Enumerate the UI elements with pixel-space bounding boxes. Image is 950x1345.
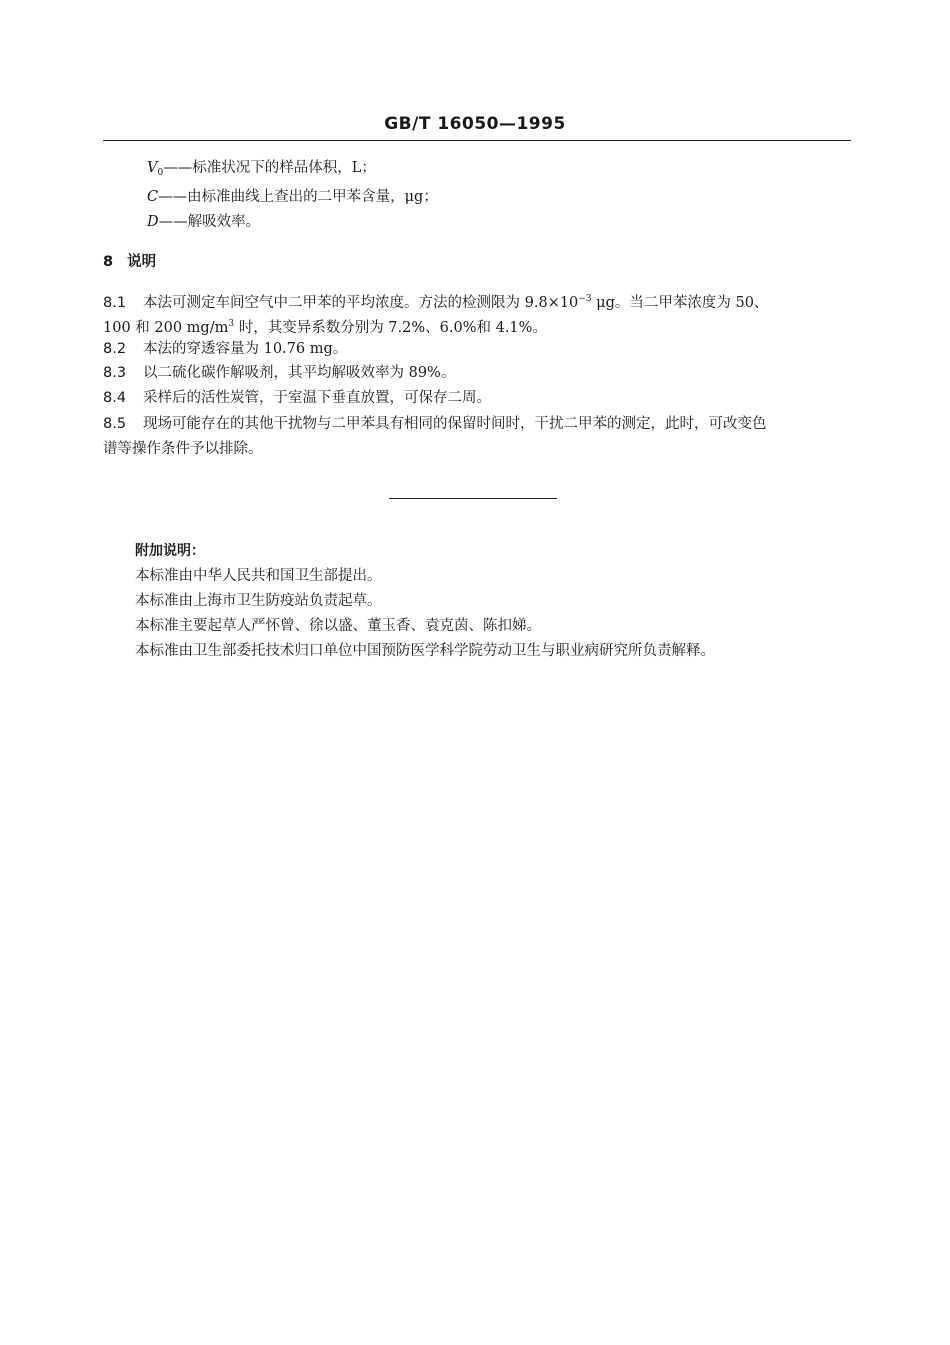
appendix-heading: 附加说明： [135,543,205,559]
clause-superscript: 3 [228,319,235,329]
clause-text: 时，其变异系数分别为 7.2%、6.0%和 4.1%。 [234,320,547,336]
definition-symbol: C [147,189,159,205]
definition-text: 标准状况下的样品体积，L； [192,160,376,176]
definition-dash: —— [158,189,188,205]
definition-dash: —— [158,214,188,230]
definition-symbol: V [147,160,158,176]
clause-text: 现场可能存在的其他干扰物与二甲苯具有相同的保留时间时，干扰二甲苯的测定，此时，可改变色 [143,416,767,432]
definition-text: 解吸效率。 [187,214,261,230]
appendix-line: 本标准由上海市卫生防疫站负责起草。 [135,593,382,609]
clause-number: 8.2 [103,341,127,357]
clause-text: 本法的穿透容量为 10.76 mg。 [143,341,348,357]
document-header-title: GB/T 16050—1995 [384,114,566,134]
appendix-line: 本标准主要起草人严怀曾、徐以盛、董玉香、袁克茵、陈扣娣。 [135,618,541,634]
clause-8-4 [103,388,491,408]
clause-text: 100 和 200 mg/m [103,320,229,336]
clause-superscript: −3 [578,294,592,304]
clause-text: μg。当二甲苯浓度为 50、 [591,295,769,311]
definition-symbol: D [147,214,159,230]
clause-8-5-line-2 [103,439,263,459]
definition-c [147,187,438,207]
clause-text: 以二硫化碳作解吸剂，其平均解吸效率为 89%。 [143,365,456,381]
definition-text: 由标准曲线上查出的二甲苯含量，μg； [187,189,438,205]
definition-d [147,212,260,232]
clause-text: 本法可测定车间空气中二甲苯的平均浓度。方法的检测限为 9.8×10 [143,295,579,311]
clause-text: 采样后的活性炭管，于室温下垂直放置，可保存二周。 [143,390,491,406]
section-heading [103,250,156,271]
clause-8-3 [103,363,455,383]
clause-number: 8.5 [103,416,127,432]
header-divider [103,140,851,141]
end-divider [389,498,557,499]
clause-number: 8.3 [103,365,127,381]
section-title: 说明 [127,254,157,270]
clause-number: 8.4 [103,390,127,406]
section-number: 8 [103,254,114,270]
clause-number: 8.1 [103,295,127,311]
clause-text: 谱等操作条件予以排除。 [103,441,263,457]
appendix-line: 本标准由中华人民共和国卫生部提出。 [135,568,382,584]
appendix-line: 本标准由卫生部委托技术归口单位中国预防医学科学院劳动卫生与职业病研究所负责解释。 [135,643,715,659]
definition-v0 [147,158,376,183]
clause-8-1-line-1 [103,289,768,313]
clause-8-1-line-2 [103,314,547,338]
clause-8-2 [103,339,347,359]
clause-8-5-line-1 [103,414,767,434]
definition-dash: —— [163,160,193,176]
definition-subscript: 0 [157,168,164,178]
